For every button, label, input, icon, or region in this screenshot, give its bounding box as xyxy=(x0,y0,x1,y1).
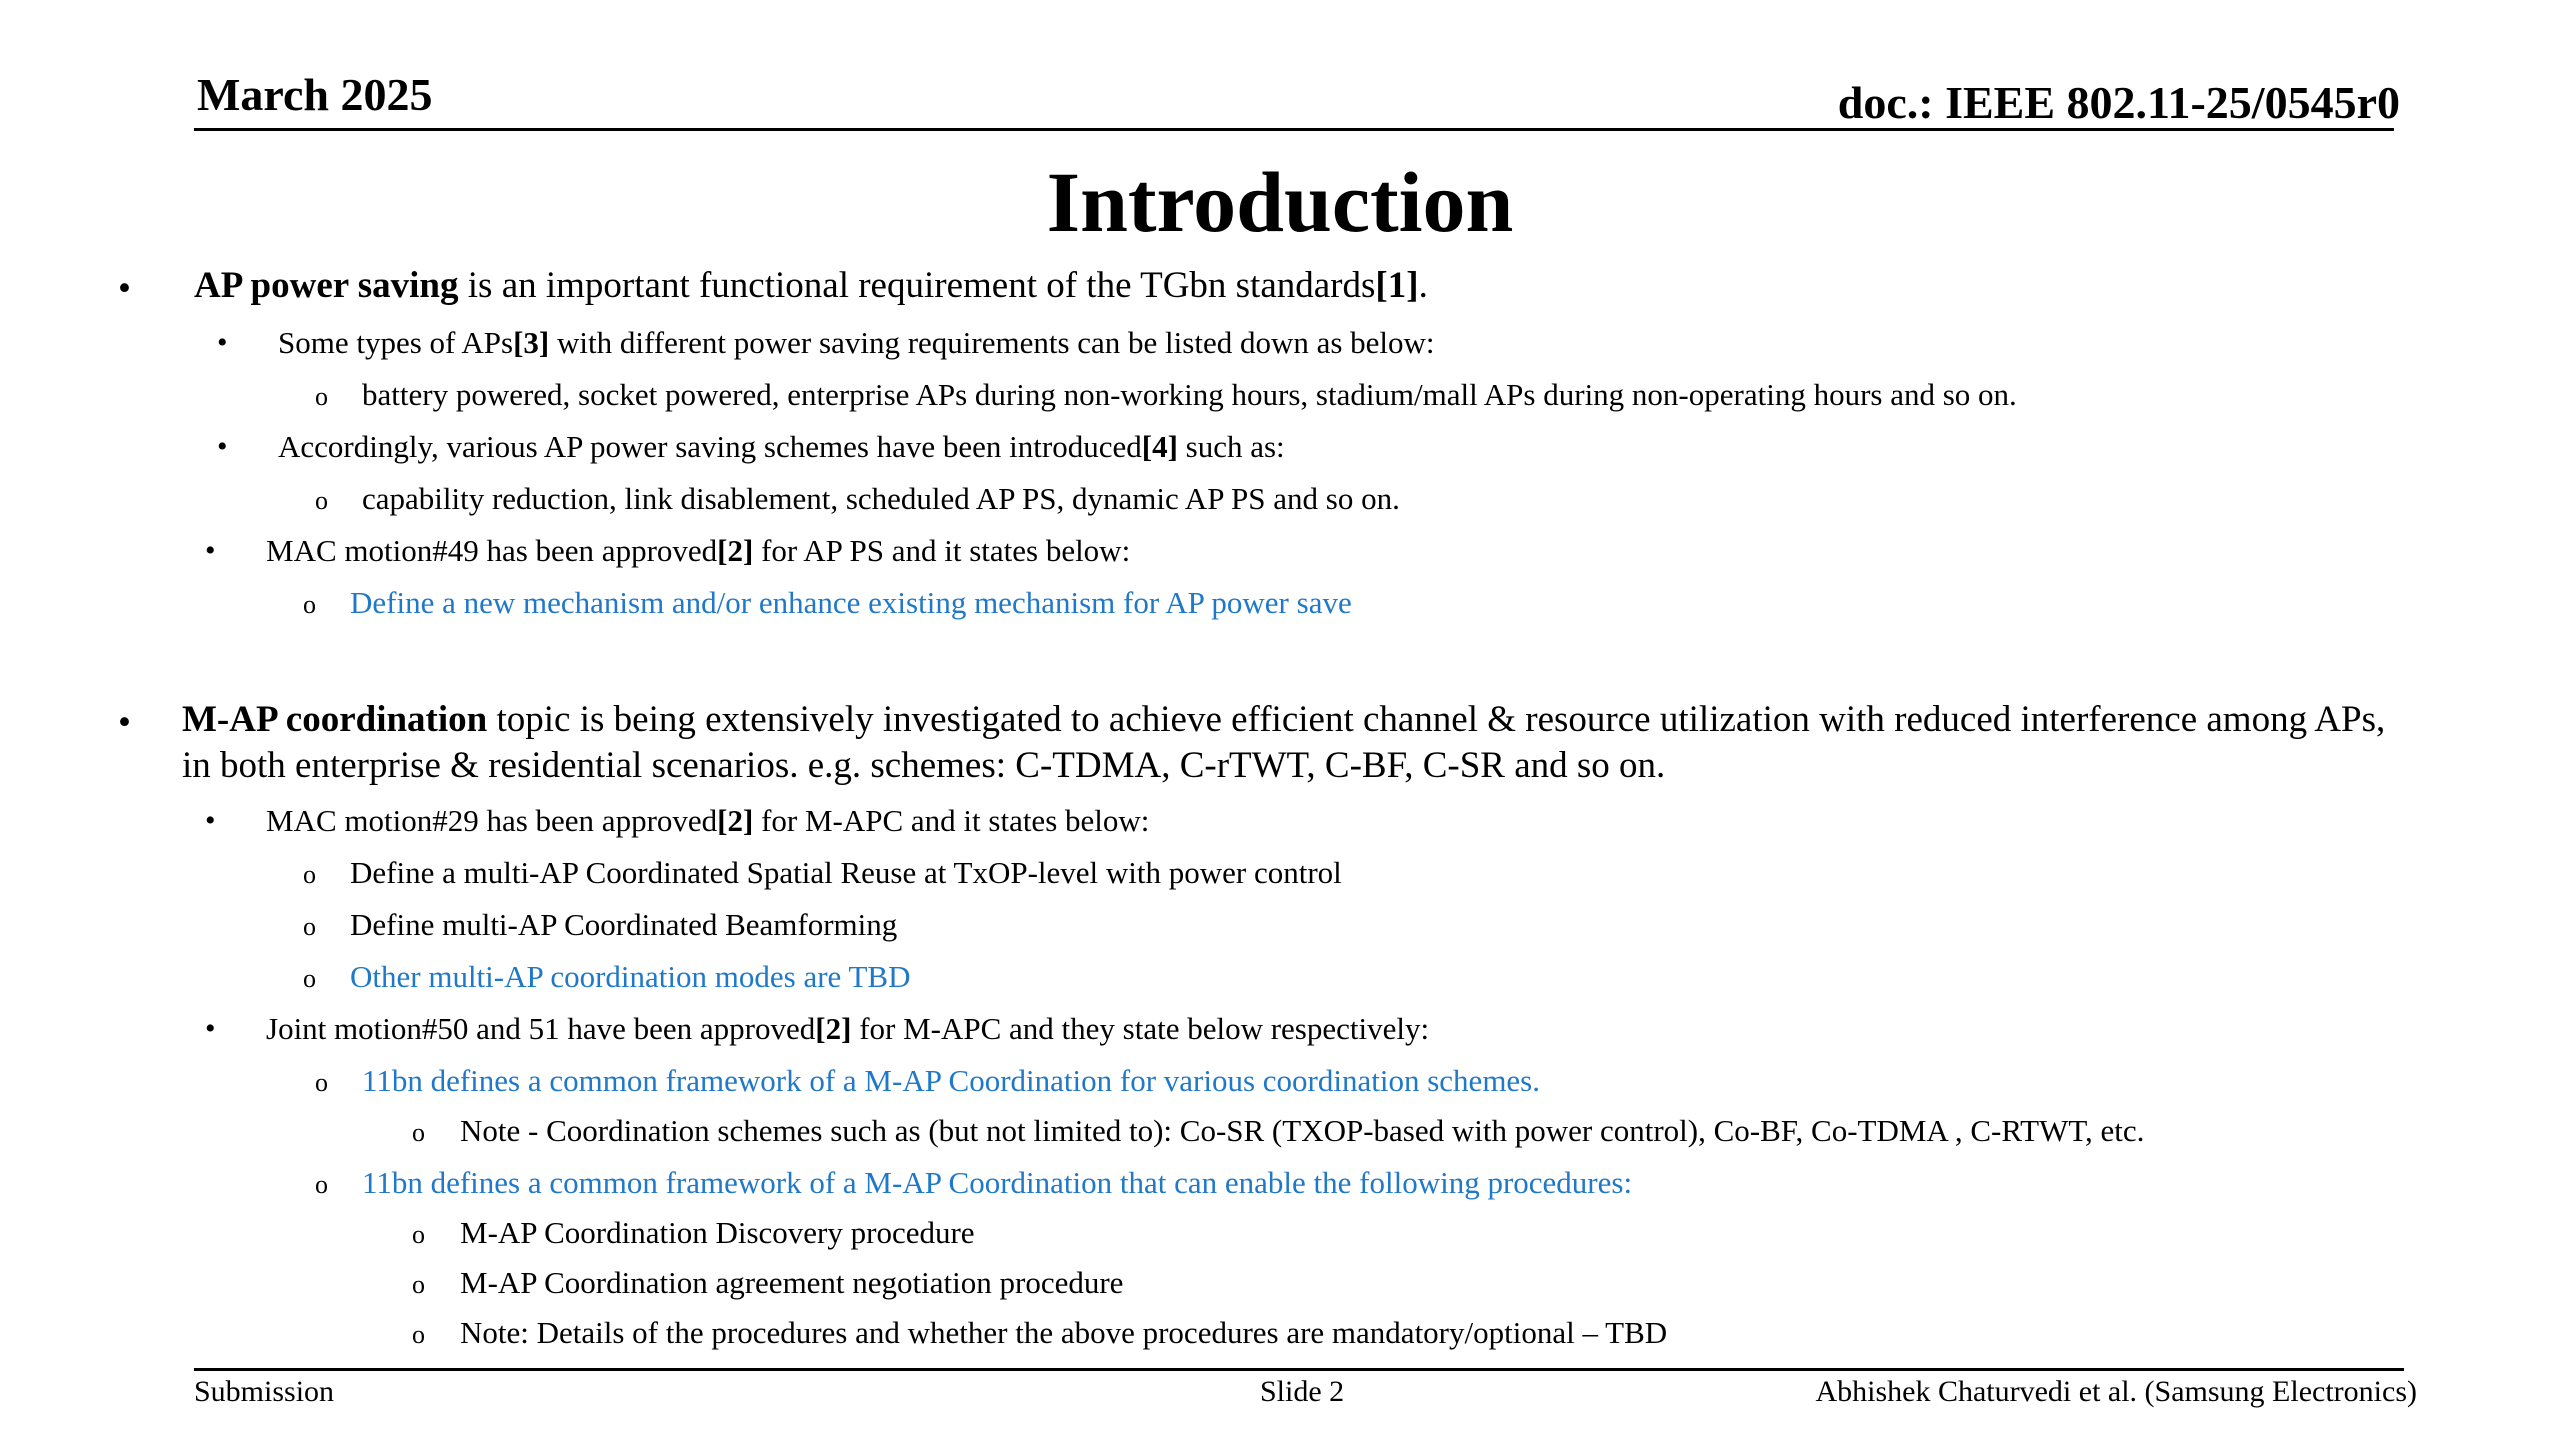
subbullet-text: such as: xyxy=(1177,429,1285,464)
bullet-marker: • xyxy=(118,268,131,309)
joint-motion-item-framework-schemes: 11bn defines a common framework of a M-AP Coordination for various coordination schemes. xyxy=(362,1063,1540,1098)
footer-submission: Submission xyxy=(194,1375,335,1408)
joint-motion-item-framework-procedures: 11bn defines a common framework of a M-AP Coordination that can enable the following procedures: xyxy=(362,1165,1633,1200)
bullet-marker: • xyxy=(205,534,216,567)
procedure-discovery: M-AP Coordination Discovery procedure xyxy=(460,1215,975,1250)
bullet-text: is an important functional requirement of the TGbn standards xyxy=(458,265,1376,306)
footer-authors: Abhishek Chaturvedi et al. (Samsung Electronics) xyxy=(1815,1375,2417,1408)
circle-marker: o xyxy=(303,912,316,941)
header-divider xyxy=(194,128,2394,131)
subbullet-text: MAC motion#29 has been approved xyxy=(266,803,718,838)
bullet-map-coordination-cont: in both enterprise & residential scenarios. e.g. schemes: C-TDMA, C-rTWT, C-BF, C-SR and so on. xyxy=(182,745,1666,786)
circle-marker: o xyxy=(412,1220,425,1249)
bullet-end: . xyxy=(1418,265,1428,306)
subitem-ps-schemes-list: capability reduction, link disablement, scheduled AP PS, dynamic AP PS and so on. xyxy=(362,481,1400,516)
circle-marker: o xyxy=(315,1068,328,1097)
term-ap-power-saving: AP power saving xyxy=(194,265,459,306)
subbullet-text: for M-APC and they state below respectively: xyxy=(851,1011,1430,1046)
subbullet-ap-types xyxy=(278,325,1435,361)
subbullet-text: Accordingly, various AP power saving schemes have been introduced xyxy=(278,429,1142,464)
circle-marker: o xyxy=(315,1170,328,1199)
subbullet-text: Joint motion#50 and 51 have been approved xyxy=(266,1011,816,1046)
reference-1: [1] xyxy=(1375,265,1419,306)
footer-divider xyxy=(194,1368,2404,1371)
subitem-ap-types-list: battery powered, socket powered, enterprise APs during non-working hours, stadium/mall APs during non-operating hours and so on. xyxy=(362,377,2017,412)
subbullet-mac-motion-49 xyxy=(266,533,1130,569)
circle-marker: o xyxy=(315,486,328,515)
bullet-marker: • xyxy=(205,1012,216,1045)
subbullet-joint-motion-50-51 xyxy=(266,1011,1429,1047)
bullet-marker: • xyxy=(217,326,228,359)
subbullet-text: for AP PS and it states below: xyxy=(753,533,1131,568)
bullet-marker: • xyxy=(205,804,216,837)
motion-29-item-spatial-reuse: Define a multi-AP Coordinated Spatial Reuse at TxOP-level with power control xyxy=(350,855,1342,890)
term-map-coordination: M-AP coordination xyxy=(182,699,488,740)
header-doc-id: doc.: IEEE 802.11-25/0545r0 xyxy=(1837,77,2400,128)
reference-2: [2] xyxy=(815,1011,852,1046)
subbullet-text: MAC motion#49 has been approved xyxy=(266,533,718,568)
motion-49-text: Define a new mechanism and/or enhance existing mechanism for AP power save xyxy=(350,585,1352,620)
procedure-note-tbd: Note: Details of the procedures and whether the above procedures are mandatory/optional – TBD xyxy=(460,1315,1668,1350)
bullet-text: topic is being extensively investigated to achieve efficient channel & resource utilization with reduced interference among APs, xyxy=(487,699,2386,740)
circle-marker: o xyxy=(412,1118,425,1147)
bullet-marker: • xyxy=(217,430,228,463)
slide-title: Introduction xyxy=(1046,154,1514,250)
motion-29-item-beamforming: Define multi-AP Coordinated Beamforming xyxy=(350,907,898,942)
reference-2: [2] xyxy=(717,803,754,838)
circle-marker: o xyxy=(412,1270,425,1299)
circle-marker: o xyxy=(315,382,328,411)
motion-29-item-other-modes: Other multi-AP coordination modes are TBD xyxy=(350,959,911,994)
bullet-ap-power-saving xyxy=(194,265,1428,308)
subbullet-text: for M-APC and it states below: xyxy=(753,803,1150,838)
joint-motion-note-schemes: Note - Coordination schemes such as (but not limited to): Co-SR (TXOP-based with power control), Co-BF, Co-TDMA , C-RTWT, etc. xyxy=(460,1113,2145,1148)
bullet-marker: • xyxy=(118,702,131,743)
circle-marker: o xyxy=(303,590,316,619)
reference-4: [4] xyxy=(1141,429,1178,464)
subbullet-text: Some types of APs xyxy=(278,325,514,360)
header-date: March 2025 xyxy=(197,69,433,120)
bullet-map-coordination xyxy=(182,699,2385,742)
reference-3: [3] xyxy=(513,325,550,360)
circle-marker: o xyxy=(303,860,316,889)
circle-marker: o xyxy=(412,1320,425,1349)
procedure-agreement-negotiation: M-AP Coordination agreement negotiation procedure xyxy=(460,1265,1124,1300)
subbullet-text: with different power saving requirements can be listed down as below: xyxy=(549,325,1435,360)
subbullet-mac-motion-29 xyxy=(266,803,1149,839)
circle-marker: o xyxy=(303,964,316,993)
footer-slide-number: Slide 2 xyxy=(1260,1375,1345,1408)
reference-2: [2] xyxy=(717,533,754,568)
subbullet-ps-schemes xyxy=(278,429,1285,465)
